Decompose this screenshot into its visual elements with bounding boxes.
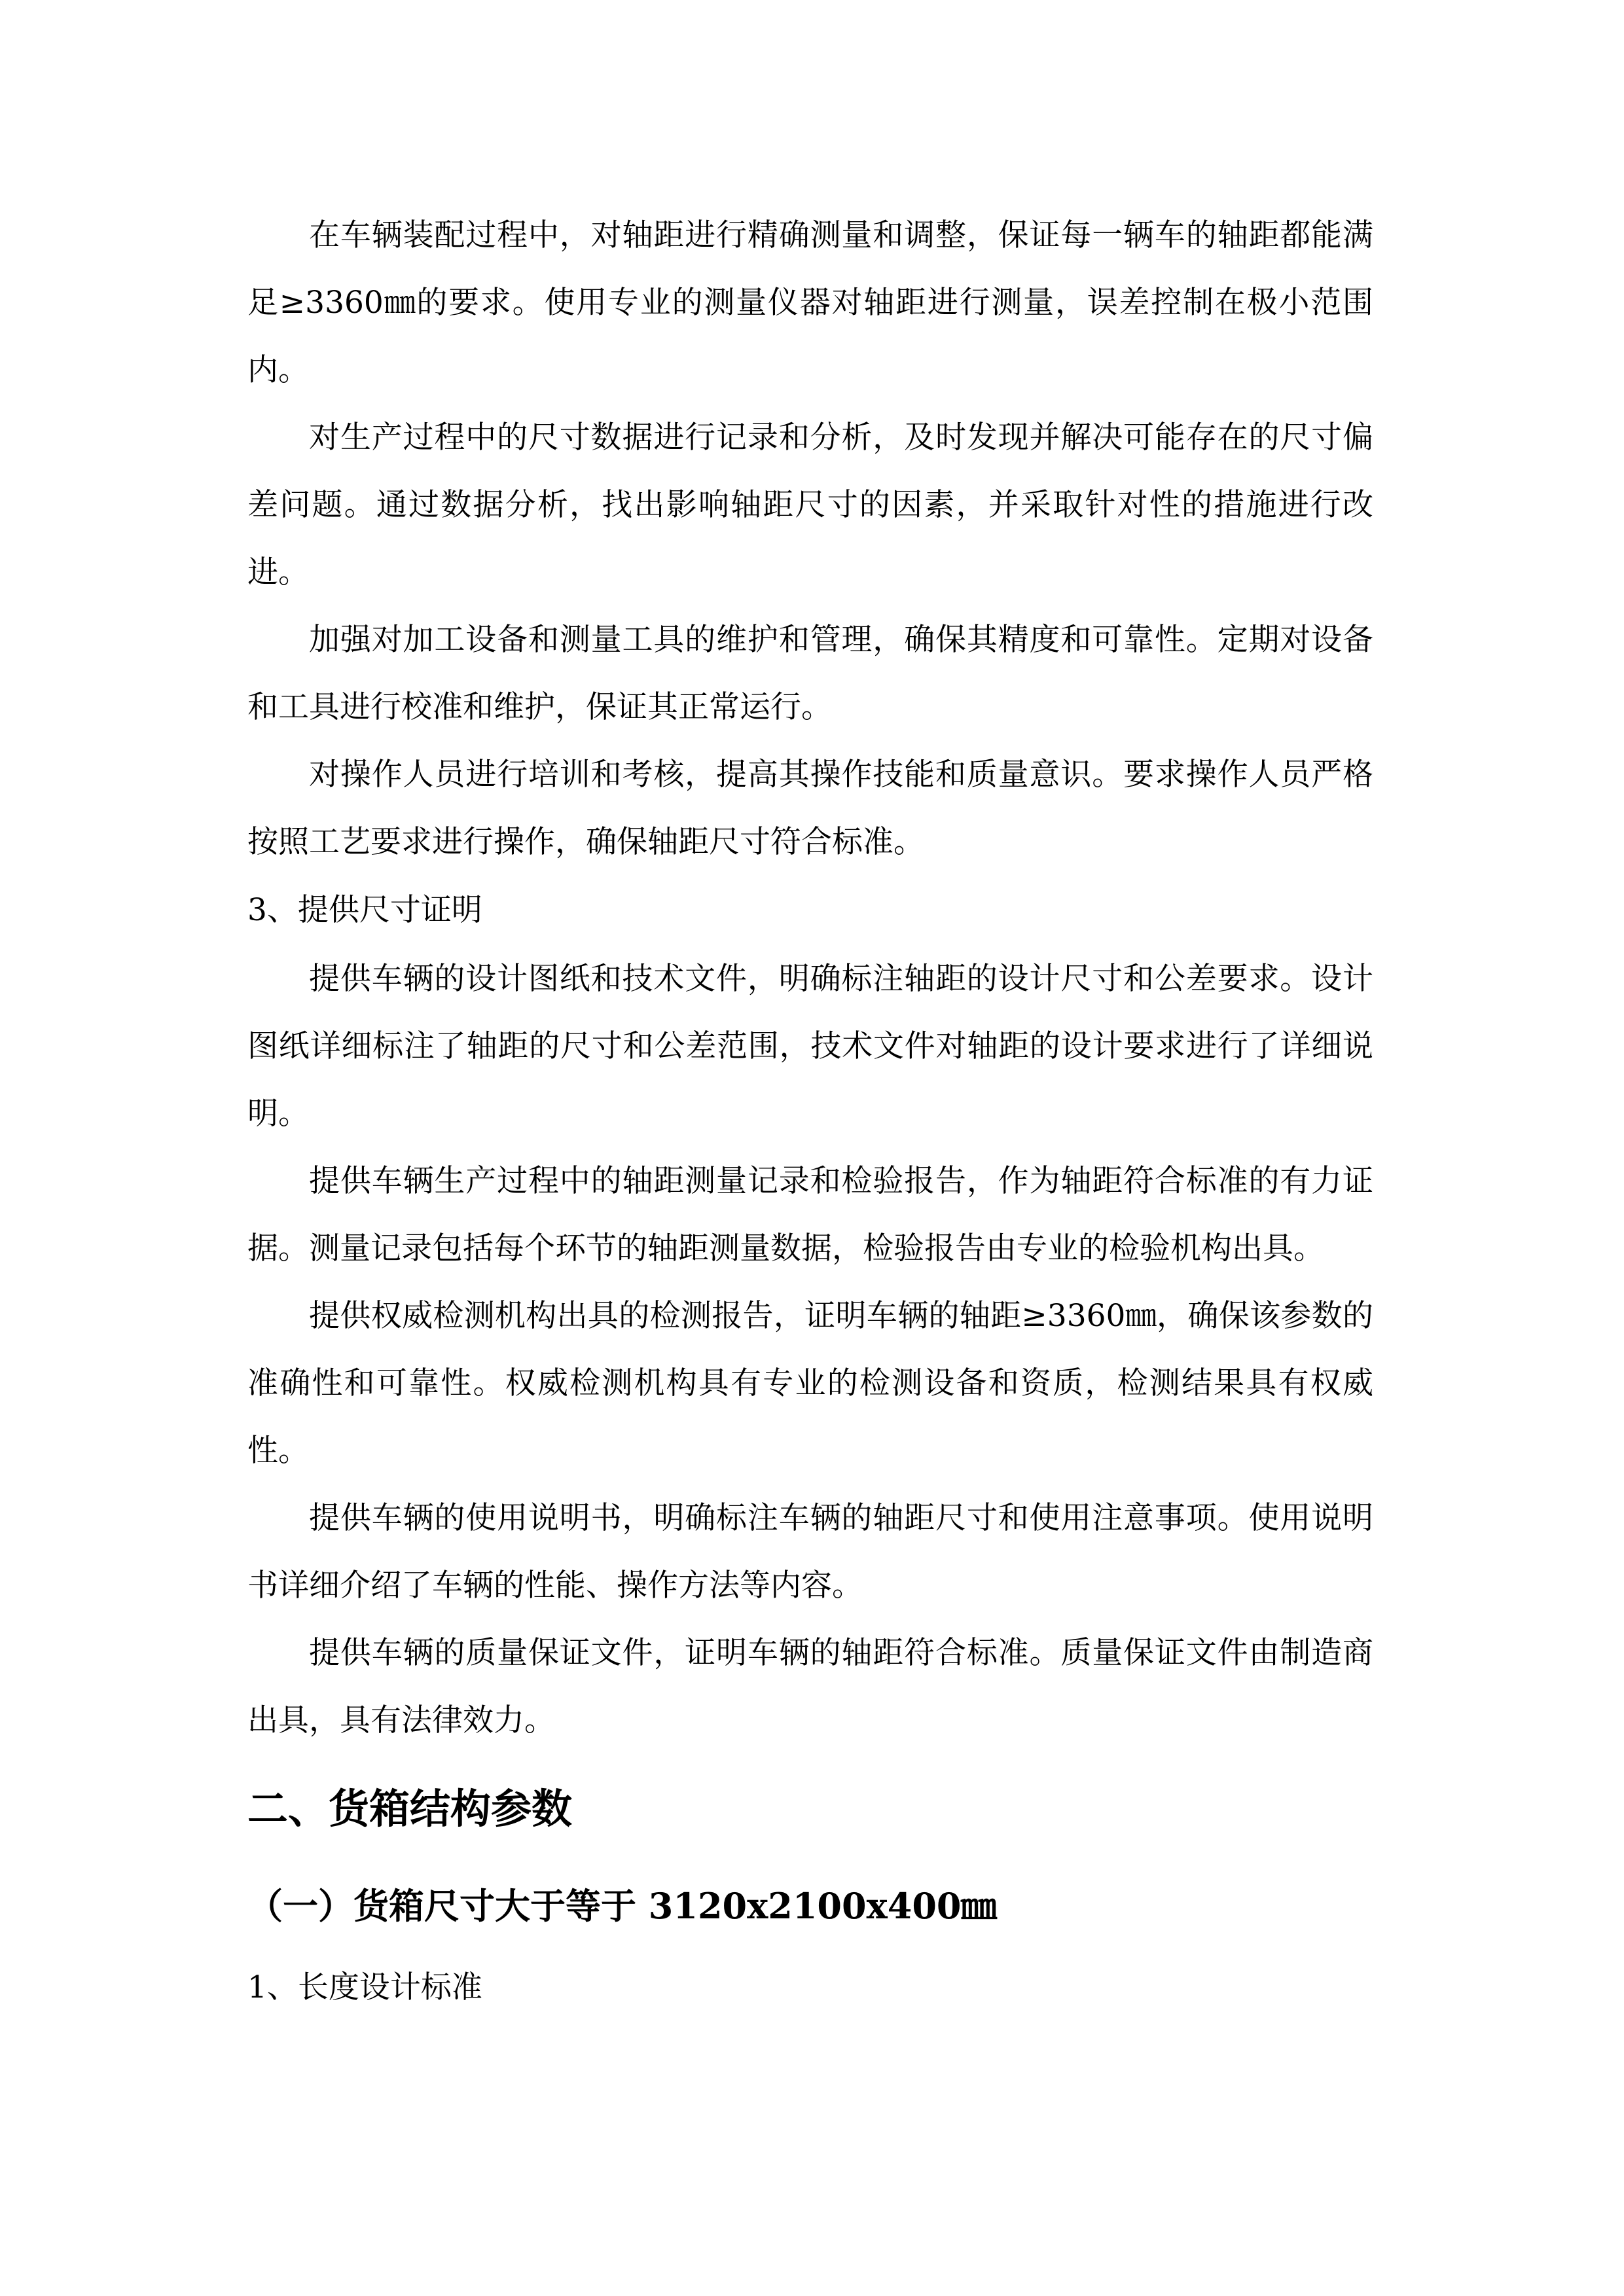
- subsection-heading: 1、长度设计标准: [247, 1969, 482, 2005]
- paragraph: 提供车辆生产过程中的轴距测量记录和检验报告，作为轴距符合标准的有力证据。测量记录包括每个环节的轴距测量数据，检验报告由专业的检验机构出具。: [247, 1163, 1373, 1266]
- paragraph: 提供车辆的使用说明书，明确标注车辆的轴距尺寸和使用注意事项。使用说明书详细介绍了车辆的性能、操作方法等内容。: [247, 1500, 1373, 1604]
- paragraph: 提供车辆的设计图纸和技术文件，明确标注轴距的设计尺寸和公差要求。设计图纸详细标注了轴距的尺寸和公差范围，技术文件对轴距的设计要求进行了详细说明。: [247, 961, 1373, 1132]
- paragraph: 在车辆装配过程中，对轴距进行精确测量和调整，保证每一辆车的轴距都能满足≥3360㎜的要求。使用专业的测量仪器对轴距进行测量，误差控制在极小范围内。: [247, 217, 1373, 388]
- subsection-heading: 3、提供尺寸证明: [247, 892, 482, 928]
- paragraph: 对生产过程中的尺寸数据进行记录和分析，及时发现并解决可能存在的尺寸偏差问题。通过数据分析，找出影响轴距尺寸的因素，并采取针对性的措施进行改进。: [247, 420, 1373, 590]
- paragraph: 对操作人员进行培训和考核，提高其操作技能和质量意识。要求操作人员严格按照工艺要求进行操作，确保轴距尺寸符合标准。: [247, 757, 1373, 860]
- document-body: [247, 202, 1373, 2024]
- paragraph: 加强对加工设备和测量工具的维护和管理，确保其精度和可靠性。定期对设备和工具进行校准和维护，保证其正常运行。: [247, 622, 1373, 725]
- paragraph: 提供权威检测机构出具的检测报告，证明车辆的轴距≥3360㎜，确保该参数的准确性和可靠性。权威检测机构具有专业的检测设备和资质，检测结果具有权威性。: [247, 1298, 1373, 1469]
- paragraph: 提供车辆的质量保证文件，证明车辆的轴距符合标准。质量保证文件由制造商出具，具有法律效力。: [247, 1635, 1373, 1738]
- subsection-title: （一）货箱尺寸大于等于 3120x2100x400㎜: [247, 1885, 997, 1927]
- section-heading: 二、货箱结构参数: [247, 1785, 573, 1833]
